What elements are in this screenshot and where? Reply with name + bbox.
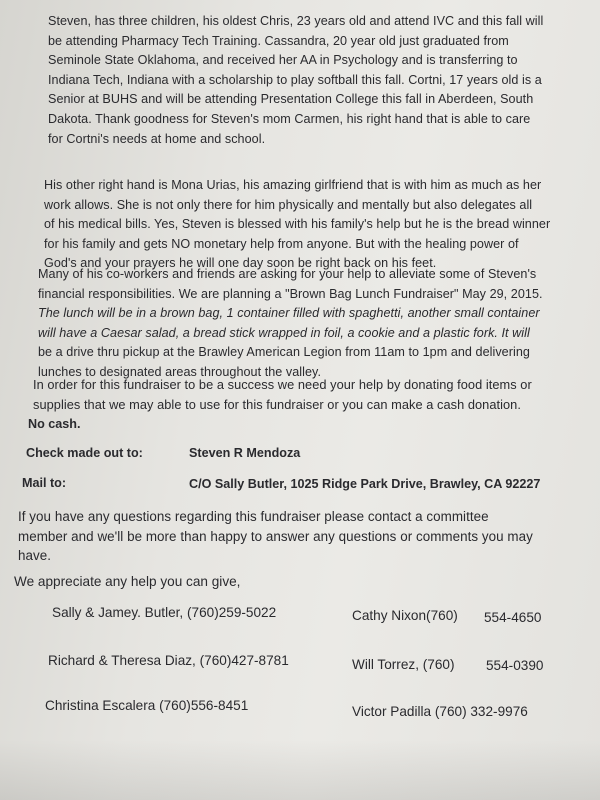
text-line: If you have any questions regarding this fundraiser please contact a committee [18,509,489,524]
text-line: Senior at BUHS and will be attending Presentation College this fall in Aberdeen, South [48,92,534,107]
contact-entry: Christina Escalera (760)556-8451 [45,698,249,713]
text-line: have. [18,548,52,563]
contact-phone: 554-4650 [484,610,542,625]
text-line: In order for this fundraiser to be a success we need your help by donating food items or [33,377,532,392]
text-line: member and we'll be more than happy to answer any questions or comments you may [18,528,533,544]
contact-phone: 554-0390 [486,658,544,673]
text-line: Many of his co-workers and friends are asking for your help to alleviate some of Steven's [38,267,537,281]
text-line: Indiana Tech, Indiana with a scholarship to play softball this fall. Cortni, 17 years old is a [48,72,542,87]
text-line: be attending Pharmacy Tech Training. Cassandra, 20 year old just graduated from [48,33,509,48]
paragraph-girlfriend [44,176,564,274]
check-payee: Steven R Mendoza [189,446,301,460]
contact-entry: Will Torrez, (760) [352,657,455,672]
text-line: work allows. She is not only there for him physically and mentally but also delegates all [44,197,533,212]
text-line: Steven, has three children, his oldest Chris, 23 years old and attend IVC and this fall will [48,14,544,28]
text-line: for his family and gets NO monetary help from anyone. But with the healing power of [44,236,519,251]
text-line: lunches to designated areas throughout the valley. [38,364,322,379]
text-line: financial responsibilities. We are planning a "Brown Bag Lunch Fundraiser" May 29, 2015. [38,286,543,301]
text-line: God's and your prayers he will one day soon be right back on his feet. [44,256,437,271]
check-label: Check made out to: [26,446,143,460]
paragraph-fundraiser [38,265,568,383]
text-line: will have a Caesar salad, a bread stick wrapped in foil, a cookie and a plastic fork. It will [38,325,530,340]
contact-entry: Victor Padilla (760) 332-9976 [352,704,528,719]
text-line: Seminole State Oklahoma, and received her AA in Psychology and is transferring to [48,53,518,68]
text-line: be a drive thru pickup at the Brawley American Legion from 11am to 1pm and delivering [38,345,530,360]
closing-line: We appreciate any help you can give, [14,574,241,589]
contact-entry: Sally & Jamey. Butler, (760)259-5022 [52,605,277,620]
text-line: for Cortni's needs at home and school. [48,131,266,146]
text-line: of his medical bills. Yes, Steven is blessed with his family's help but he is the bread winner [44,217,551,232]
mail-address: C/O Sally Butler, 1025 Ridge Park Drive, Brawley, CA 92227 [189,477,541,491]
text-line: The lunch will be in a brown bag, 1 container filled with spaghetti, another small container [38,306,540,321]
text-line: His other right hand is Mona Urias, his amazing girlfriend that is with him as much as her [44,178,542,192]
mail-label: Mail to: [22,476,67,490]
page-shadow [0,740,600,800]
text-line: Dakota. Thank goodness for Steven's mom Carmen, his right hand that is able to care [48,111,531,126]
no-cash-note: No cash. [28,417,81,431]
paragraph-questions [18,507,578,566]
paragraph-donation-request [33,375,573,414]
text-line: supplies that we may able to use for this fundraiser or you can make a cash donation. [33,396,521,412]
paragraph-children [48,12,568,149]
contact-entry: Richard & Theresa Diaz, (760)427-8781 [48,653,289,668]
contact-entry: Cathy Nixon(760) [352,608,458,623]
